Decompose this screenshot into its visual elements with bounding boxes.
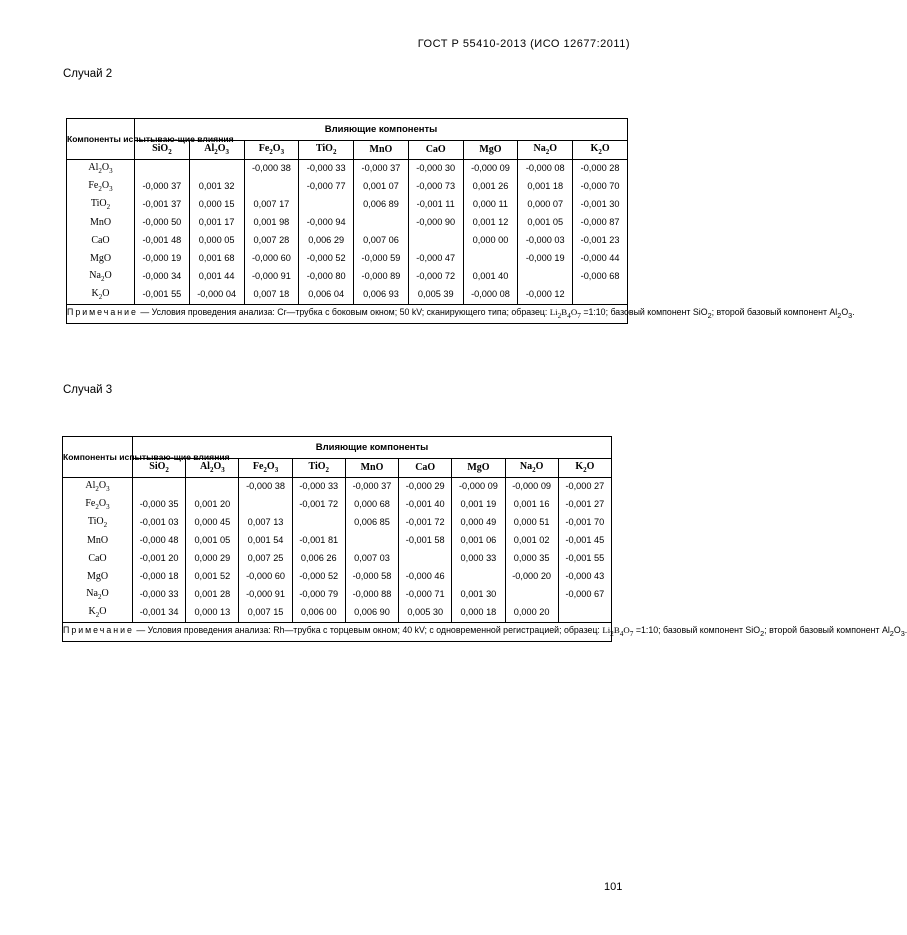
table-cell: -0,000 08: [463, 286, 518, 305]
column-header: SiO$_2$: [133, 459, 186, 478]
table-cell: -0,000 09: [463, 160, 518, 179]
table-cell: 0,001 20: [186, 496, 239, 514]
table-cell: [133, 478, 186, 497]
influencing-components-header: Влияющие компоненты: [135, 119, 628, 141]
table-cell: -0,001 27: [558, 496, 611, 514]
note-text: =1:10; базовый компонент SiO: [633, 625, 761, 635]
table-cell: [186, 478, 239, 497]
row-label: $Na_2O$: [67, 268, 135, 286]
row-label: $Fe_2O_3$: [63, 496, 133, 514]
table-cell: -0,000 30: [408, 160, 463, 179]
table-cell: 0,006 93: [354, 286, 409, 305]
row-label: $Fe_2O_3$: [67, 178, 135, 196]
table-cell: 0,001 40: [463, 268, 518, 286]
table-cell: -0,001 34: [133, 604, 186, 623]
table-cell: -0,001 45: [558, 532, 611, 550]
table-cell: -0,001 48: [135, 232, 190, 250]
column-header: $Na_2O$: [505, 459, 558, 478]
table-cell: -0,000 58: [345, 568, 398, 586]
table-cell: -0,000 43: [558, 568, 611, 586]
table-cell: [354, 214, 409, 232]
table-cell: 0,001 44: [189, 268, 244, 286]
table-cell: -0,000 18: [133, 568, 186, 586]
note-label: Примечание: [67, 307, 138, 317]
table-cell: -0,000 03: [518, 232, 573, 250]
table-cell: -0,000 89: [354, 268, 409, 286]
table-cell: [399, 550, 452, 568]
table-cell: -0,000 59: [354, 250, 409, 268]
row-label: $Al_2O_3$: [67, 160, 135, 179]
table-cell: 0,007 15: [239, 604, 292, 623]
table-cell: -0,000 37: [345, 478, 398, 497]
table-cell: 0,000 07: [518, 196, 573, 214]
column-header: MnO: [354, 141, 409, 160]
table-cell: [518, 268, 573, 286]
note-text: .: [852, 307, 855, 317]
table-row: [63, 604, 612, 623]
column-header: MgO: [463, 141, 518, 160]
table-cell: -0,000 37: [354, 160, 409, 179]
table-note: Примечание — Условия проведения анализа: Cr—трубка с боковым окном; 50 kV; сканирующего типа; образец: $Li_2B_4O_7$ =1:10; базовый компонент SiO$_2$; второй базовый компонент $Al_2O_3$.: [67, 305, 628, 324]
table-cell: 0,000 15: [189, 196, 244, 214]
table-row: [67, 286, 628, 305]
column-header: SiO$_2$: [135, 141, 190, 160]
table-note: Примечание — Условия проведения анализа: Rh—трубка с торцевым окном; 40 kV; с одновременной регистрацией; образец: $Li_2B_4O_7$ =1:10; базовый компонент SiO$_2$; второй базовый компонент $Al_2O_3$.: [63, 623, 612, 642]
row-label: CaO: [63, 550, 133, 568]
table-cell: 0,001 98: [244, 214, 299, 232]
case-2-table: [66, 118, 855, 324]
row-label: $Al_2O_3$: [63, 478, 133, 497]
table-row: [63, 478, 612, 497]
table-cell: [463, 250, 518, 268]
table-cell: 0,007 06: [354, 232, 409, 250]
table-cell: [299, 196, 354, 214]
table-cell: -0,000 72: [408, 268, 463, 286]
table-cell: -0,000 44: [573, 250, 628, 268]
table-cell: -0,000 80: [299, 268, 354, 286]
table-cell: [408, 232, 463, 250]
document-header: ГОСТ Р 55410-2013 (ИСО 12677:2011): [417, 38, 630, 50]
table-cell: 0,001 02: [505, 532, 558, 550]
row-label: $K_2O$: [67, 286, 135, 305]
page-number: 101: [604, 881, 623, 893]
note-text: — Условия проведения анализа: Rh—трубка с торцевым окном; 40 kV; с одновременной регистрацией; образец:: [133, 625, 603, 635]
table-cell: -0,000 34: [135, 268, 190, 286]
table-cell: -0,000 35: [133, 496, 186, 514]
table-cell: 0,005 30: [399, 604, 452, 623]
table-cell: -0,000 60: [239, 568, 292, 586]
table-cell: -0,000 38: [239, 478, 292, 497]
table-cell: 0,001 05: [518, 214, 573, 232]
table-cell: -0,001 72: [292, 496, 345, 514]
row-label: CaO: [67, 232, 135, 250]
table-cell: 0,001 06: [452, 532, 505, 550]
table-cell: 0,001 19: [452, 496, 505, 514]
column-header: TiO$_2$: [299, 141, 354, 160]
table-cell: 0,006 85: [345, 514, 398, 532]
table-cell: 0,001 30: [452, 586, 505, 604]
table-cell: -0,000 27: [558, 478, 611, 497]
column-header: $Fe_2O_3$: [239, 459, 292, 478]
table-cell: 0,001 52: [186, 568, 239, 586]
table-cell: 0,000 29: [186, 550, 239, 568]
table-row: [67, 160, 628, 179]
table-row: [67, 232, 628, 250]
row-label: MgO: [63, 568, 133, 586]
table-cell: -0,001 11: [408, 196, 463, 214]
table-cell: -0,001 40: [399, 496, 452, 514]
table-cell: 0,001 17: [189, 214, 244, 232]
table-cell: [189, 160, 244, 179]
table-cell: -0,000 33: [292, 478, 345, 497]
table-cell: -0,001 30: [573, 196, 628, 214]
table-cell: 0,000 45: [186, 514, 239, 532]
table-cell: [505, 586, 558, 604]
column-header: $K_2O$: [558, 459, 611, 478]
table-cell: -0,000 79: [292, 586, 345, 604]
influencing-components-header: Влияющие компоненты: [133, 437, 612, 459]
table-cell: -0,000 88: [345, 586, 398, 604]
table-cell: 0,001 32: [189, 178, 244, 196]
table-cell: -0,000 47: [408, 250, 463, 268]
column-header: TiO$_2$: [292, 459, 345, 478]
table-cell: [558, 604, 611, 623]
table-cell: 0,007 13: [239, 514, 292, 532]
table-cell: -0,000 04: [189, 286, 244, 305]
table-cell: [135, 160, 190, 179]
table-cell: -0,000 60: [244, 250, 299, 268]
table-cell: -0,000 50: [135, 214, 190, 232]
table-cell: -0,001 20: [133, 550, 186, 568]
table-cell: [239, 496, 292, 514]
note-text: .: [904, 625, 907, 635]
table-cell: -0,000 67: [558, 586, 611, 604]
row-label: MgO: [67, 250, 135, 268]
table-cell: -0,001 37: [135, 196, 190, 214]
table-cell: -0,000 09: [505, 478, 558, 497]
table-cell: -0,000 87: [573, 214, 628, 232]
table-cell: 0,000 13: [186, 604, 239, 623]
table-cell: 0,007 17: [244, 196, 299, 214]
table-cell: -0,000 38: [244, 160, 299, 179]
table-row: [63, 568, 612, 586]
table-row: [67, 214, 628, 232]
table-cell: -0,000 90: [408, 214, 463, 232]
component-header: Компоненты испытываю-щие влияния: [63, 437, 133, 478]
case-3-title: Случай 3: [63, 384, 113, 396]
table-cell: 0,000 18: [452, 604, 505, 623]
table-row: [67, 178, 628, 196]
table-row: [63, 586, 612, 604]
table-cell: 0,001 26: [463, 178, 518, 196]
row-label: MnO: [67, 214, 135, 232]
table-cell: [452, 568, 505, 586]
table-row: [67, 268, 628, 286]
note-text: ; второй базовый компонент Al: [764, 625, 890, 635]
table-cell: 0,006 29: [299, 232, 354, 250]
table-cell: -0,000 77: [299, 178, 354, 196]
case-2-title: Случай 2: [63, 68, 113, 80]
table-cell: -0,000 68: [573, 268, 628, 286]
table-cell: 0,000 35: [505, 550, 558, 568]
table-cell: -0,001 55: [558, 550, 611, 568]
row-label: $K_2O$: [63, 604, 133, 623]
note-text: ; второй базовый компонент Al: [711, 307, 838, 317]
table-cell: -0,000 71: [399, 586, 452, 604]
table-cell: 0,000 51: [505, 514, 558, 532]
table-cell: -0,000 19: [135, 250, 190, 268]
table-cell: 0,000 05: [189, 232, 244, 250]
table-cell: -0,000 33: [133, 586, 186, 604]
table-row: [67, 250, 628, 268]
table-row: [63, 532, 612, 550]
table-cell: -0,000 20: [505, 568, 558, 586]
table-cell: -0,000 52: [299, 250, 354, 268]
table-cell: 0,007 03: [345, 550, 398, 568]
row-label: MnO: [63, 532, 133, 550]
table-cell: -0,000 70: [573, 178, 628, 196]
component-header: Компоненты испытываю-щие влияния: [67, 119, 135, 160]
table-row: [63, 496, 612, 514]
table-cell: 0,000 33: [452, 550, 505, 568]
column-header: CaO: [408, 141, 463, 160]
table-cell: -0,000 37: [135, 178, 190, 196]
table-cell: -0,000 94: [299, 214, 354, 232]
table-cell: -0,001 03: [133, 514, 186, 532]
table-cell: -0,000 28: [573, 160, 628, 179]
table-cell: -0,000 08: [518, 160, 573, 179]
note-formula: $Li_2B_4O_7$: [549, 307, 581, 320]
table-cell: -0,001 70: [558, 514, 611, 532]
note-text: — Условия проведения анализа: Cr—трубка с боковым окном; 50 kV; сканирующего типа; образец:: [137, 307, 550, 317]
column-header: $Al_2O_3$: [189, 141, 244, 160]
table-cell: -0,001 58: [399, 532, 452, 550]
table-cell: 0,007 28: [244, 232, 299, 250]
table-cell: 0,006 89: [354, 196, 409, 214]
table-cell: 0,006 04: [299, 286, 354, 305]
table-cell: 0,000 00: [463, 232, 518, 250]
table-cell: -0,001 55: [135, 286, 190, 305]
table-cell: -0,001 72: [399, 514, 452, 532]
table-cell: -0,000 73: [408, 178, 463, 196]
table-row: [63, 514, 612, 532]
table-cell: -0,000 12: [518, 286, 573, 305]
table-cell: -0,001 23: [573, 232, 628, 250]
table-cell: 0,000 68: [345, 496, 398, 514]
note-text: =1:10; базовый компонент SiO: [580, 307, 708, 317]
table-cell: 0,001 54: [239, 532, 292, 550]
table-cell: 0,001 16: [505, 496, 558, 514]
column-header: MnO: [345, 459, 398, 478]
table-cell: -0,000 52: [292, 568, 345, 586]
column-header: CaO: [399, 459, 452, 478]
table-cell: 0,005 39: [408, 286, 463, 305]
table-cell: -0,000 48: [133, 532, 186, 550]
table-cell: -0,000 29: [399, 478, 452, 497]
table-cell: 0,001 05: [186, 532, 239, 550]
table-cell: [292, 514, 345, 532]
table-cell: 0,006 90: [345, 604, 398, 623]
note-label: Примечание: [63, 625, 134, 635]
table-row: [67, 196, 628, 214]
table-cell: 0,001 68: [189, 250, 244, 268]
table-cell: 0,001 28: [186, 586, 239, 604]
table-cell: 0,000 20: [505, 604, 558, 623]
row-label: TiO$_2$: [63, 514, 133, 532]
row-label: TiO$_2$: [67, 196, 135, 214]
table-cell: 0,001 07: [354, 178, 409, 196]
column-header: $K_2O$: [573, 141, 628, 160]
table-cell: 0,006 00: [292, 604, 345, 623]
table-cell: -0,001 81: [292, 532, 345, 550]
column-header: $Fe_2O_3$: [244, 141, 299, 160]
table-cell: 0,007 18: [244, 286, 299, 305]
table-cell: -0,000 46: [399, 568, 452, 586]
table-cell: 0,001 12: [463, 214, 518, 232]
note-formula: $Li_2B_4O_7$: [602, 625, 634, 638]
table-cell: 0,007 25: [239, 550, 292, 568]
table-cell: -0,000 09: [452, 478, 505, 497]
table-cell: 0,001 18: [518, 178, 573, 196]
table-cell: -0,000 19: [518, 250, 573, 268]
table-cell: -0,000 91: [239, 586, 292, 604]
table-row: [63, 550, 612, 568]
column-header: $Al_2O_3$: [186, 459, 239, 478]
column-header: $Na_2O$: [518, 141, 573, 160]
table-cell: 0,000 11: [463, 196, 518, 214]
table-cell: -0,000 91: [244, 268, 299, 286]
row-label: $Na_2O$: [63, 586, 133, 604]
table-cell: [345, 532, 398, 550]
case-3-table: [62, 436, 907, 642]
table-cell: -0,000 33: [299, 160, 354, 179]
column-header: MgO: [452, 459, 505, 478]
table-cell: [573, 286, 628, 305]
table-cell: [244, 178, 299, 196]
table-cell: 0,006 26: [292, 550, 345, 568]
table-cell: 0,000 49: [452, 514, 505, 532]
